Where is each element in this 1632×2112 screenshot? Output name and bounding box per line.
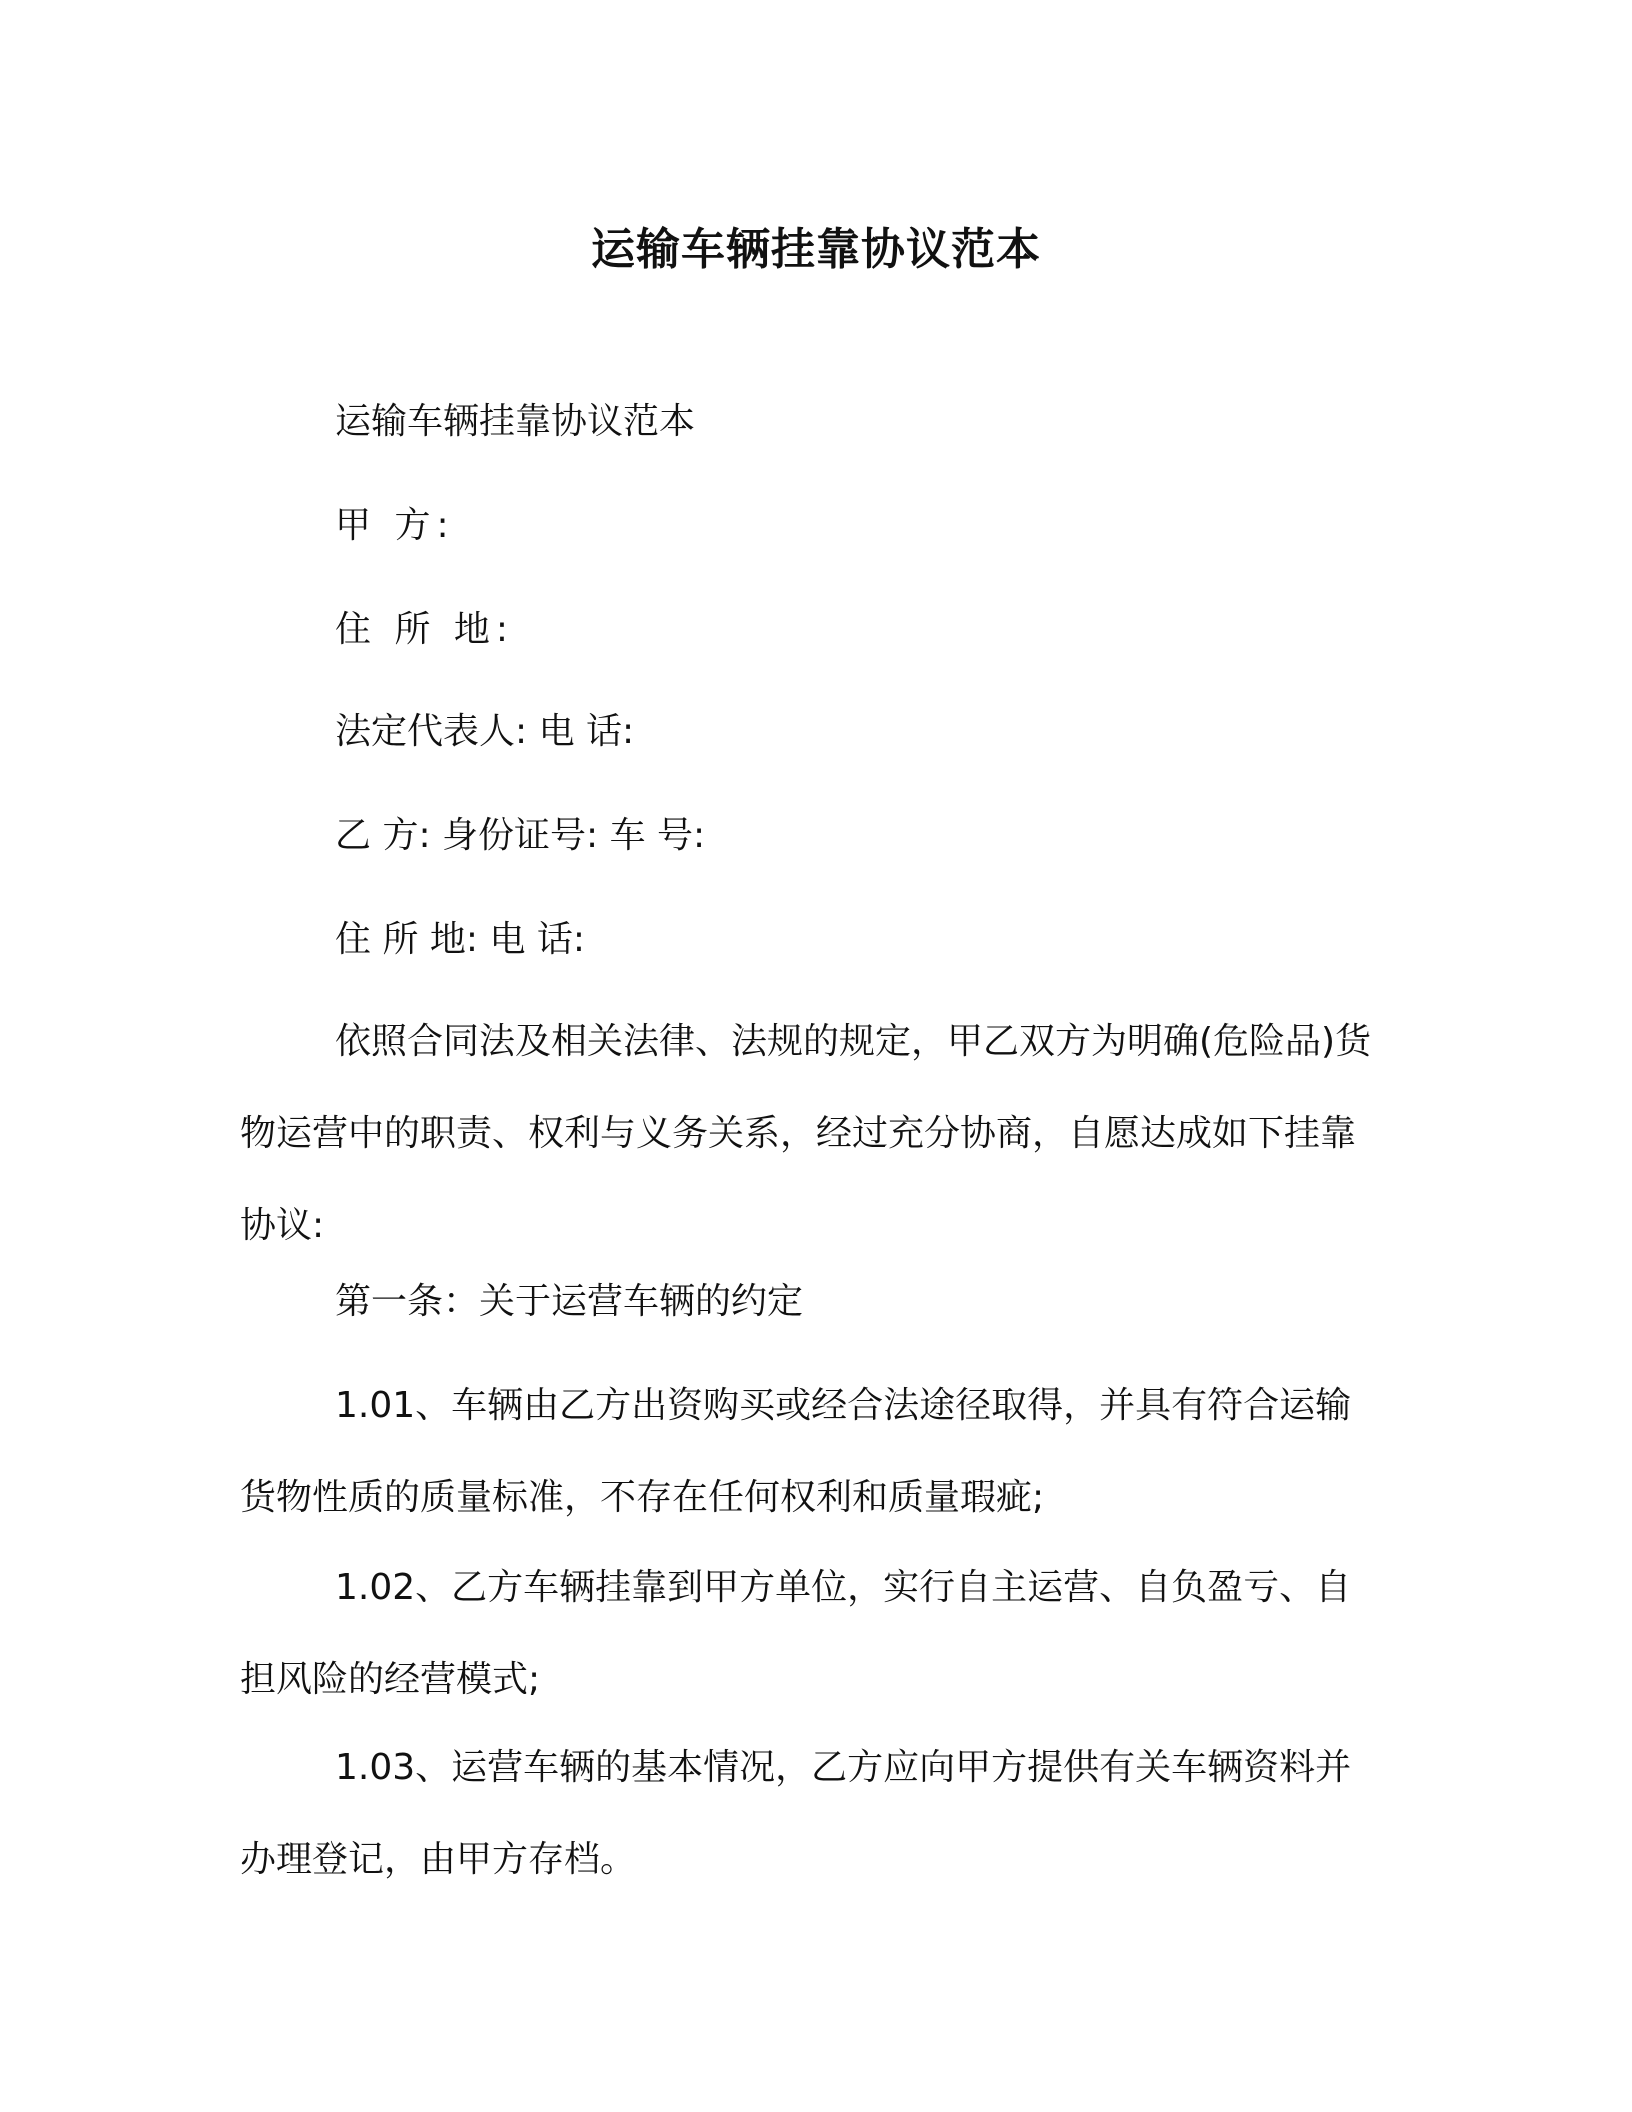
clause-1-02: 1.02、乙方车辆挂靠到甲方单位，实行自主运营、自负盈亏、自担风险的经营模式; [240,1567,1352,1700]
party-a-address-field: 住 所 地: [335,609,515,650]
preamble-paragraph: 依照合同法及相关法律、法规的规定，甲乙双方为明确(危险品)货物运营中的职责、权利与义务关系，经过充分协商，自愿达成如下挂靠协议: [240,1021,1372,1246]
document-title: 运输车辆挂靠协议范本 [591,224,1041,275]
party-b-id-plate-field: 乙 方: 身份证号: 车 号: [335,815,706,856]
clause-1-01: 1.01、车辆由乙方出资购买或经合法途径取得，并具有符合运输货物性质的质量标准，不存在任何权利和质量瑕疵; [240,1385,1352,1518]
legal-representative-phone-field: 法定代表人: 电 话: [335,711,635,752]
clause-1-03: 1.03、运营车辆的基本情况，乙方应向甲方提供有关车辆资料并办理登记，由甲方存档。 [240,1747,1352,1880]
party-a-field: 甲 方: [335,505,455,546]
party-b-address-phone-field: 住 所 地: 电 话: [335,919,586,960]
article-1-heading: 第一条：关于运营车辆的约定 [335,1281,804,1322]
document-subtitle: 运输车辆挂靠协议范本 [335,401,696,442]
